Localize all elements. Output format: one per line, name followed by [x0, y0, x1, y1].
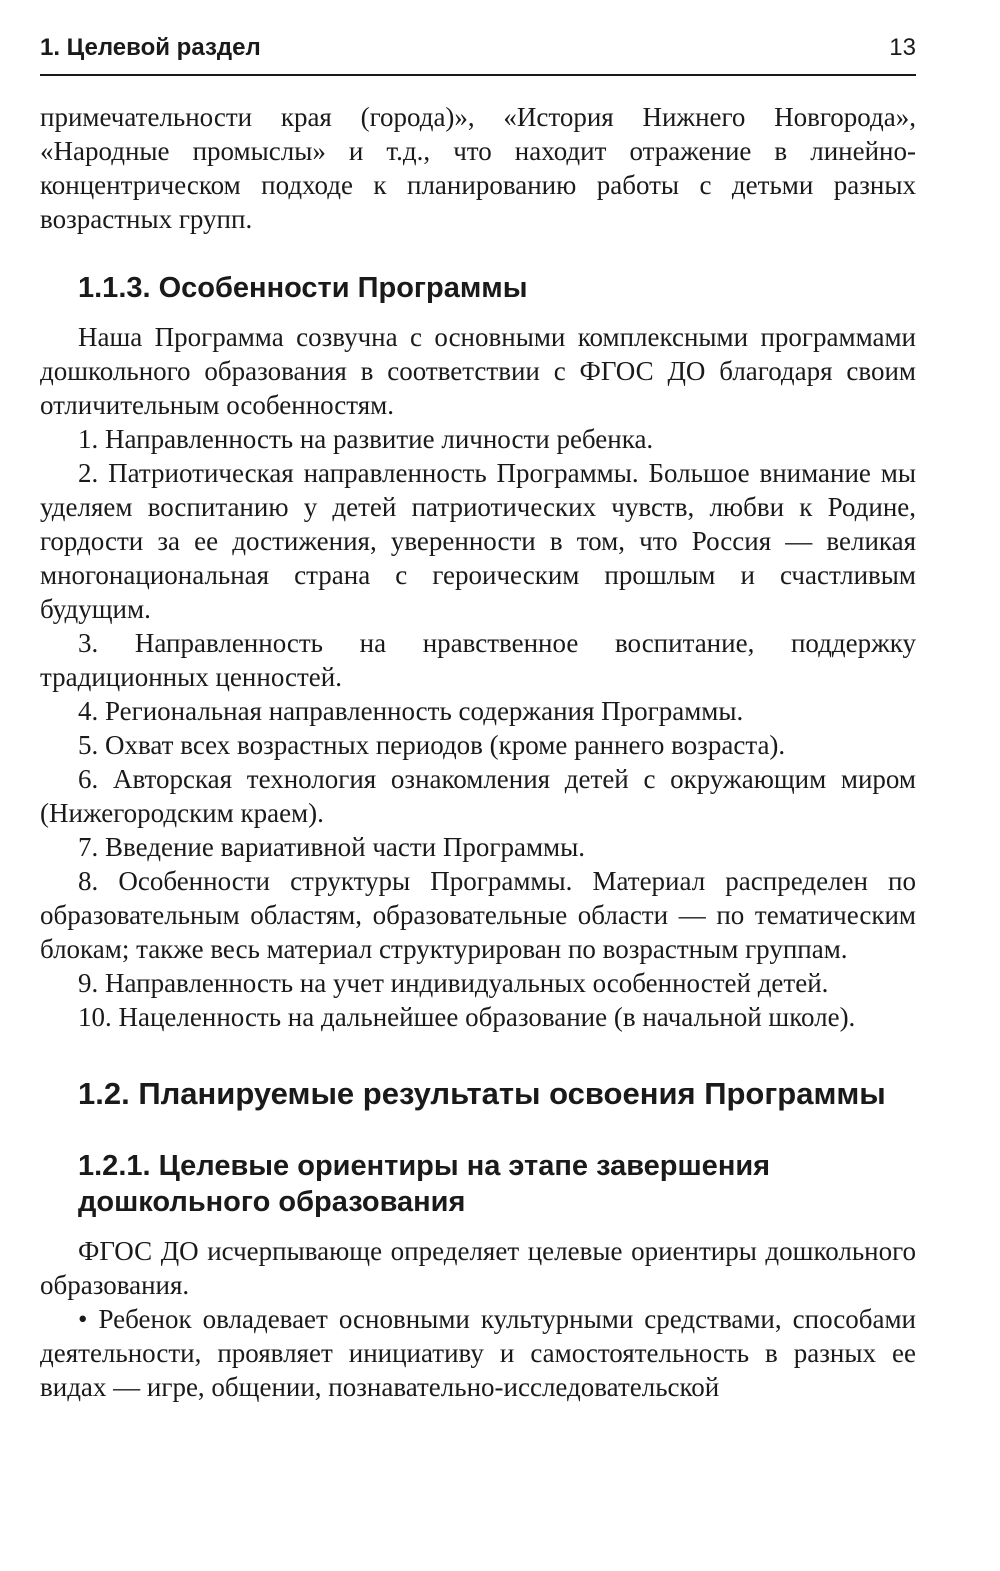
- section-lead-paragraph: Наша Программа созвучна с основными комплексными программами дошкольного образования в соответствии с ФГОС ДО благодаря своим отличительным особенностям.: [40, 322, 916, 420]
- list-item: 1. Направленность на развитие личности ребенка.: [78, 424, 654, 454]
- list-item: 2. Патриотическая направленность Программы. Большое внимание мы уделяем воспитанию у детей патриотических чувств, любви к Родине, гордости за ее достижения, уверенности в том, что Россия — великая многонациональная страна с героическим прошлым и счастливым будущим.: [40, 458, 916, 624]
- list-item: 3. Направленность на нравственное воспитание, поддержку традиционных ценностей.: [40, 628, 916, 692]
- list-item: 10. Нацеленность на дальнейшее образование (в начальной школе).: [78, 1002, 856, 1032]
- list-item: 6. Авторская технология ознакомления детей с окружающим миром (Нижегородским краем).: [40, 764, 916, 828]
- section-heading-1-2: 1.2. Планируемые результаты освоения Программы: [78, 1076, 886, 1111]
- section-heading-1-1-3: 1.1.3. Особенности Программы: [78, 272, 528, 304]
- section-heading-1-2-1: 1.2.1. Целевые ориентиры на этапе завершения дошкольного образования: [78, 1150, 771, 1218]
- section-lead-paragraph: ФГОС ДО исчерпывающе определяет целевые ориентиры дошкольного образования.: [40, 1236, 916, 1300]
- list-item: 4. Региональная направленность содержания Программы.: [78, 696, 744, 726]
- intro-paragraph: примечательности края (города)», «История Нижнего Новгорода», «Народные промыслы» и т.д., что находит отражение в линейно-концентрическом подходе к планированию работы с детьми разных возрастных групп.: [40, 102, 916, 234]
- list-item: 8. Особенности структуры Программы. Материал распределен по образовательным областям, образовательные области — по тематическим блокам; также весь материал структурирован по возрастным группам.: [40, 866, 916, 964]
- list-item: 5. Охват всех возрастных периодов (кроме раннего возраста).: [78, 730, 786, 760]
- page-body: [40, 100, 916, 1404]
- bullet-item: • Ребенок овладевает основными культурными средствами, способами деятельности, проявляет инициативу и самостоятельность в разных ее видах — игре, общении, познавательно-исследовательской: [40, 1304, 916, 1402]
- header-rule: [40, 74, 916, 76]
- page-number: 13: [889, 34, 916, 61]
- running-head: [40, 34, 916, 64]
- list-item: 9. Направленность на учет индивидуальных особенностей детей.: [78, 968, 829, 998]
- running-head-section-title: 1. Целевой раздел: [40, 34, 261, 61]
- list-item: 7. Введение вариативной части Программы.: [78, 832, 586, 862]
